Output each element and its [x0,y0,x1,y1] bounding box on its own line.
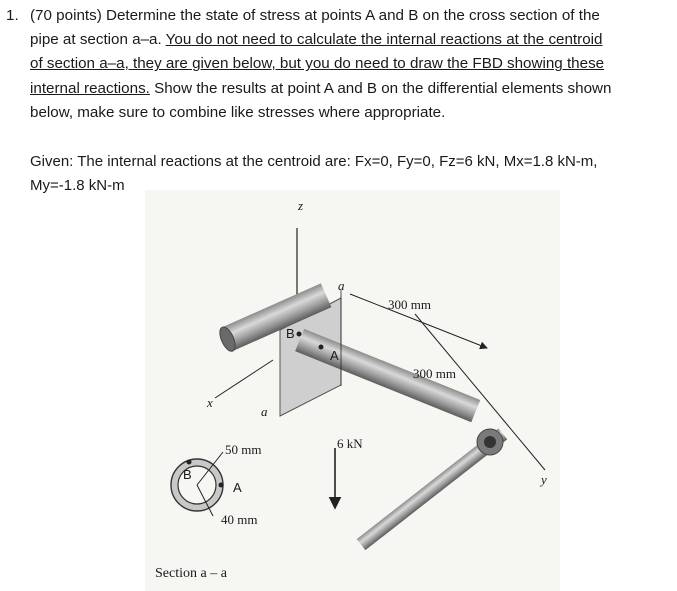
dim-300-mid-label: 300 mm [413,366,456,381]
x-axis-label: x [207,395,213,410]
given-line-1: Given: The internal reactions at the centroid are: Fx=0, Fy=0, Fz=6 kN, Mx=1.8 kN-m, [30,153,598,170]
problem-number: 1. [6,7,19,24]
dim-300-top-label: 300 mm [388,297,431,312]
section-mark-bottom: a [261,404,268,419]
force-label: 6 kN [337,436,363,451]
problem-line-1-text: (70 points) Determine the state of stress at points A and B on the cross section of the [30,7,600,24]
problem-line-4 [6,77,674,101]
pipe-figure [145,190,560,591]
section-point-b [187,460,192,465]
problem-statement [6,4,674,125]
problem-line-2-underlined: You do not need to calculate the internal reactions at the centroid [165,31,603,49]
problem-line-5-text: below, make sure to combine like stresses where appropriate. [30,103,446,121]
x-axis-line [215,360,273,398]
problem-line-3 [6,52,674,76]
pipe-drawing [145,190,560,591]
z-axis-label: z [298,198,304,213]
point-a-marker [319,345,324,350]
section-mark-top: a [338,278,345,293]
section-a-label: A [233,480,242,495]
point-a-label: A [330,348,339,363]
problem-line-5 [6,101,674,125]
problem-line-2-text: pipe at section a–a. [30,31,166,49]
pipe-elbow-hole [484,436,496,448]
dim-50-label: 50 mm [225,442,262,457]
section-point-a [219,483,224,488]
point-b-marker [297,332,302,337]
problem-line-1 [6,4,674,28]
y-axis-label: y [541,472,547,487]
given-line-2: My=-1.8 kN-m [30,177,125,194]
dim-40-label: 40 mm [221,512,258,527]
section-b-label: B [183,467,192,482]
point-b-label: B [286,326,295,341]
section-caption: Section a – a [155,566,227,581]
problem-line-4-text: Show the results at point A and B on the differential elements shown [149,79,612,97]
problem-line-3-underlined: of section a–a, they are given below, but you do need to draw the FBD showing these [30,55,605,73]
problem-line-4-underlined: internal reactions. [30,79,150,97]
problem-line-2 [6,28,674,52]
